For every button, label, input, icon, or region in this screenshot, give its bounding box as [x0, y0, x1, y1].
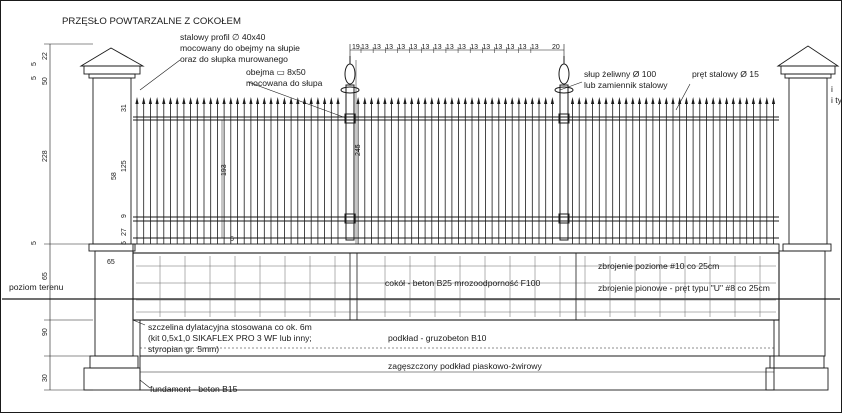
frame [1, 1, 842, 413]
callout-rebar-h: zbrojenie poziome #10 co 25cm [598, 261, 720, 271]
inner-dim-value: 193 [221, 164, 228, 176]
left-dim-value: 5 [31, 241, 38, 245]
top-dim-mid: 13 [494, 44, 503, 51]
inner-dim-value: 245 [355, 144, 362, 156]
top-dim-left: 19 [352, 44, 360, 51]
callout-edge-cut: i [831, 84, 833, 94]
callout-plinth: cokół - beton B25 mrozoodporność F100 [385, 278, 541, 288]
callout-clamp: mocowana do słupa [246, 78, 323, 88]
top-dim-right: 20 [552, 44, 560, 51]
top-dim-mid: 13 [409, 44, 418, 51]
callout-cast-post: słup żeliwny Ø 100 [584, 69, 657, 79]
callout-bar: pręt stalowy Ø 15 [692, 69, 759, 79]
callout-profile: oraz do słupka murowanego [180, 54, 288, 64]
left-dim-value: 27 [121, 228, 128, 236]
top-dim-mid: 13 [445, 44, 454, 51]
left-dim-value: 22 [42, 52, 49, 60]
left-dim-value: 31 [121, 104, 128, 112]
left-dim-value: 5 [31, 76, 38, 80]
callout-joint: styropian gr. 5mm) [148, 344, 220, 354]
callout-edge-cut: i ty [831, 95, 842, 105]
top-dim-mid: 13 [470, 44, 478, 51]
inner-dim-value: 5 [230, 236, 234, 243]
left-dim-value: 228 [42, 150, 49, 162]
left-dim-value: 5 [31, 62, 38, 66]
left-dim-value: 30 [42, 374, 49, 382]
inner-dim-value: 65 [107, 259, 115, 266]
callout-base: podkład - gruzobeton B10 [388, 333, 487, 343]
top-dim-mid: 13 [530, 44, 539, 51]
left-dim-value: 90 [42, 328, 49, 336]
callout-joint: (kit 0,5x1,0 SIKAFLEX PRO 3 WF lub inny; [148, 333, 312, 343]
top-dim-mid: 13 [373, 44, 381, 51]
top-dim-mid: 13 [397, 44, 406, 51]
left-dim-value: 5 [121, 241, 128, 245]
left-dim-value: 9 [121, 214, 128, 218]
left-dim-value: 125 [121, 160, 128, 172]
callout-gravel: zagęszczony podkład piaskowo-żwirowy [388, 361, 542, 371]
callout-ground: poziom terenu [9, 282, 64, 292]
left-dim-value: 65 [42, 272, 49, 280]
callout-cast-post: lub zamiennik stalowy [584, 80, 668, 90]
callout-profile: mocowany do obejmy na słupie [180, 43, 300, 53]
top-dim-mid: 13 [361, 44, 369, 51]
top-dim-mid: 13 [458, 44, 466, 51]
callout-clamp: obejma ▭ 8x50 [246, 67, 306, 77]
left-dim-value: 50 [42, 77, 49, 85]
callout-joint: szczelina dylatacyjna stosowana co ok. 6m [148, 322, 312, 332]
callout-footing: fundament - beton B15 [150, 384, 238, 394]
top-dim-mid: 13 [518, 44, 527, 51]
left-dim-value: 58 [111, 172, 118, 180]
top-dim-mid: 13 [433, 44, 442, 51]
top-dim-mid: 13 [482, 44, 491, 51]
top-dim-mid: 13 [385, 44, 394, 51]
top-dim-mid: 13 [421, 44, 430, 51]
callout-profile: stalowy profil ∅ 40x40 [180, 32, 266, 42]
top-dim-mid: 13 [506, 44, 515, 51]
callout-rebar-v: zbrojenie pionowe - pręt typu "U" #8 co 25cm [598, 283, 770, 293]
drawing-title: PRZĘSŁO POWTARZALNE Z COKOŁEM [62, 16, 241, 27]
